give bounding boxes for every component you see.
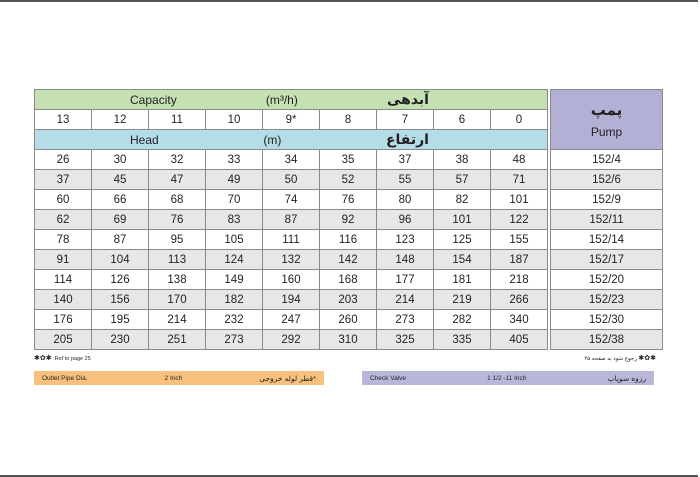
head-value-cell: 74 [263,190,320,210]
head-value-cell: 168 [320,270,377,290]
table-body [35,150,663,350]
pump-model-cell: 152/6 [551,170,663,190]
head-value-cell: 49 [206,170,263,190]
head-value-cell: 187 [491,250,548,270]
outlet-label: Outlet Pipe Dia. [42,374,88,382]
table-row [35,250,663,270]
head-value-cell: 71 [491,170,548,190]
table-row [35,290,663,310]
pump-model-cell: 152/30 [551,310,663,330]
head-value-cell: 101 [491,190,548,210]
head-value-cell: 111 [263,230,320,250]
head-value-cell: 96 [377,210,434,230]
ref-note-fa-text: رجوع شود به صفحه ۲۵ [584,356,637,362]
head-value-cell: 60 [35,190,92,210]
head-value-cell: 92 [320,210,377,230]
head-value-cell: 68 [149,190,206,210]
head-value-cell: 26 [35,150,92,170]
capacity-label: Capacity [130,92,177,107]
head-band [35,130,548,150]
head-value-cell: 124 [206,250,263,270]
ref-note-fa [584,354,656,362]
head-value-cell: 247 [263,310,320,330]
outlet-pipe-bar [34,371,324,385]
pump-label-fa: پمپ [590,101,623,119]
head-value-cell: 340 [491,310,548,330]
pump-model-cell: 152/38 [551,330,663,350]
head-value-cell: 91 [35,250,92,270]
capacity-value: 8 [320,110,377,130]
head-label-fa: ارتفاع [385,131,429,147]
head-value-cell: 122 [491,210,548,230]
note-symbols-icon: ✱✿✱ [638,355,656,362]
head-value-cell: 33 [206,150,263,170]
head-value-cell: 76 [149,210,206,230]
head-value-cell: 76 [320,190,377,210]
head-value-cell: 55 [377,170,434,190]
head-value-cell: 218 [491,270,548,290]
head-value-cell: 125 [434,230,491,250]
head-value-cell: 50 [263,170,320,190]
head-value-cell: 114 [35,270,92,290]
head-value-cell: 38 [434,150,491,170]
head-value-cell: 266 [491,290,548,310]
head-value-cell: 82 [434,190,491,210]
head-value-cell: 126 [92,270,149,290]
capacity-value: 11 [149,110,206,130]
head-value-cell: 405 [491,330,548,350]
head-value-cell: 80 [377,190,434,210]
capacity-value: 9* [263,110,320,130]
head-value-cell: 66 [92,190,149,210]
head-value-cell: 154 [434,250,491,270]
head-value-cell: 182 [206,290,263,310]
pump-model-cell: 152/4 [551,150,663,170]
head-value-cell: 251 [149,330,206,350]
head-value-cell: 335 [434,330,491,350]
head-value-cell: 310 [320,330,377,350]
table-row [35,330,663,350]
head-value-cell: 219 [434,290,491,310]
table-row [35,230,663,250]
head-value-cell: 260 [320,310,377,330]
table-row [35,170,663,190]
capacity-value: 6 [434,110,491,130]
head-value-cell: 282 [434,310,491,330]
head-value-cell: 132 [263,250,320,270]
head-value-cell: 45 [92,170,149,190]
head-value-cell: 95 [149,230,206,250]
head-value-cell: 32 [149,150,206,170]
head-value-cell: 194 [263,290,320,310]
head-value-cell: 205 [35,330,92,350]
head-value-cell: 87 [92,230,149,250]
pump-model-cell: 152/14 [551,230,663,250]
table-row [35,310,663,330]
head-value-cell: 138 [149,270,206,290]
head-value-cell: 170 [149,290,206,310]
pump-model-cell: 152/23 [551,290,663,310]
head-value-cell: 230 [92,330,149,350]
capacity-value: 13 [35,110,92,130]
head-value-cell: 181 [434,270,491,290]
ref-note-en [34,354,91,362]
head-value-cell: 87 [263,210,320,230]
head-value-cell: 116 [320,230,377,250]
pump-model-cell: 152/11 [551,210,663,230]
head-value-cell: 142 [320,250,377,270]
ref-note-text: :Ref to page 25 [53,356,91,362]
capacity-value: 7 [377,110,434,130]
head-value-cell: 155 [491,230,548,250]
table-row [35,150,663,170]
head-value-cell: 123 [377,230,434,250]
pump-model-cell: 152/9 [551,190,663,210]
head-value-cell: 148 [377,250,434,270]
check-valve-label-fa: رزوه سوپاپ [607,373,646,383]
head-value-cell: 176 [35,310,92,330]
head-value-cell: 62 [35,210,92,230]
head-value-cell: 52 [320,170,377,190]
head-value-cell: 78 [35,230,92,250]
capacity-value: 12 [92,110,149,130]
head-unit: (m) [263,132,282,147]
head-label: Head [130,132,159,147]
pump-model-cell: 152/17 [551,250,663,270]
table-row [35,210,663,230]
head-value-cell: 34 [263,150,320,170]
pump-performance-table [34,89,663,350]
head-value-cell: 325 [377,330,434,350]
head-value-cell: 156 [92,290,149,310]
head-value-cell: 214 [149,310,206,330]
head-value-cell: 177 [377,270,434,290]
head-value-cell: 48 [491,150,548,170]
head-value-cell: 273 [377,310,434,330]
head-value-cell: 83 [206,210,263,230]
head-value-cell: 149 [206,270,263,290]
head-value-cell: 101 [434,210,491,230]
head-value-cell: 214 [377,290,434,310]
outlet-label-fa: قطر لوله خروجی* [259,373,316,383]
pump-header [551,90,663,150]
pump-model-cell: 152/20 [551,270,663,290]
outlet-value: 2 Inch [164,374,183,382]
note-symbols-icon: ✱✿✱ [34,355,52,362]
head-value-cell: 37 [35,170,92,190]
capacity-value: 10 [206,110,263,130]
head-value-cell: 160 [263,270,320,290]
head-value-cell: 140 [35,290,92,310]
head-value-cell: 70 [206,190,263,210]
head-value-cell: 273 [206,330,263,350]
head-value-cell: 195 [92,310,149,330]
check-valve-label: Check Valve [370,374,407,382]
capacity-band [35,90,548,110]
head-value-cell: 69 [92,210,149,230]
table-row [35,270,663,290]
check-valve-bar [362,371,654,385]
check-valve-value: 1 1/2 -11 Inch [487,374,527,382]
head-value-cell: 203 [320,290,377,310]
head-value-cell: 47 [149,170,206,190]
head-value-cell: 232 [206,310,263,330]
capacity-header-row [35,90,663,110]
head-value-cell: 37 [377,150,434,170]
head-value-cell: 104 [92,250,149,270]
capacity-unit: (m³/h) [265,92,298,107]
capacity-label-fa: آبدهی [386,91,429,107]
table-row [35,190,663,210]
pump-label-en: Pump [590,124,623,139]
head-value-cell: 57 [434,170,491,190]
capacity-value: 0 [491,110,548,130]
head-value-cell: 113 [149,250,206,270]
head-value-cell: 292 [263,330,320,350]
head-value-cell: 30 [92,150,149,170]
head-value-cell: 105 [206,230,263,250]
head-value-cell: 35 [320,150,377,170]
